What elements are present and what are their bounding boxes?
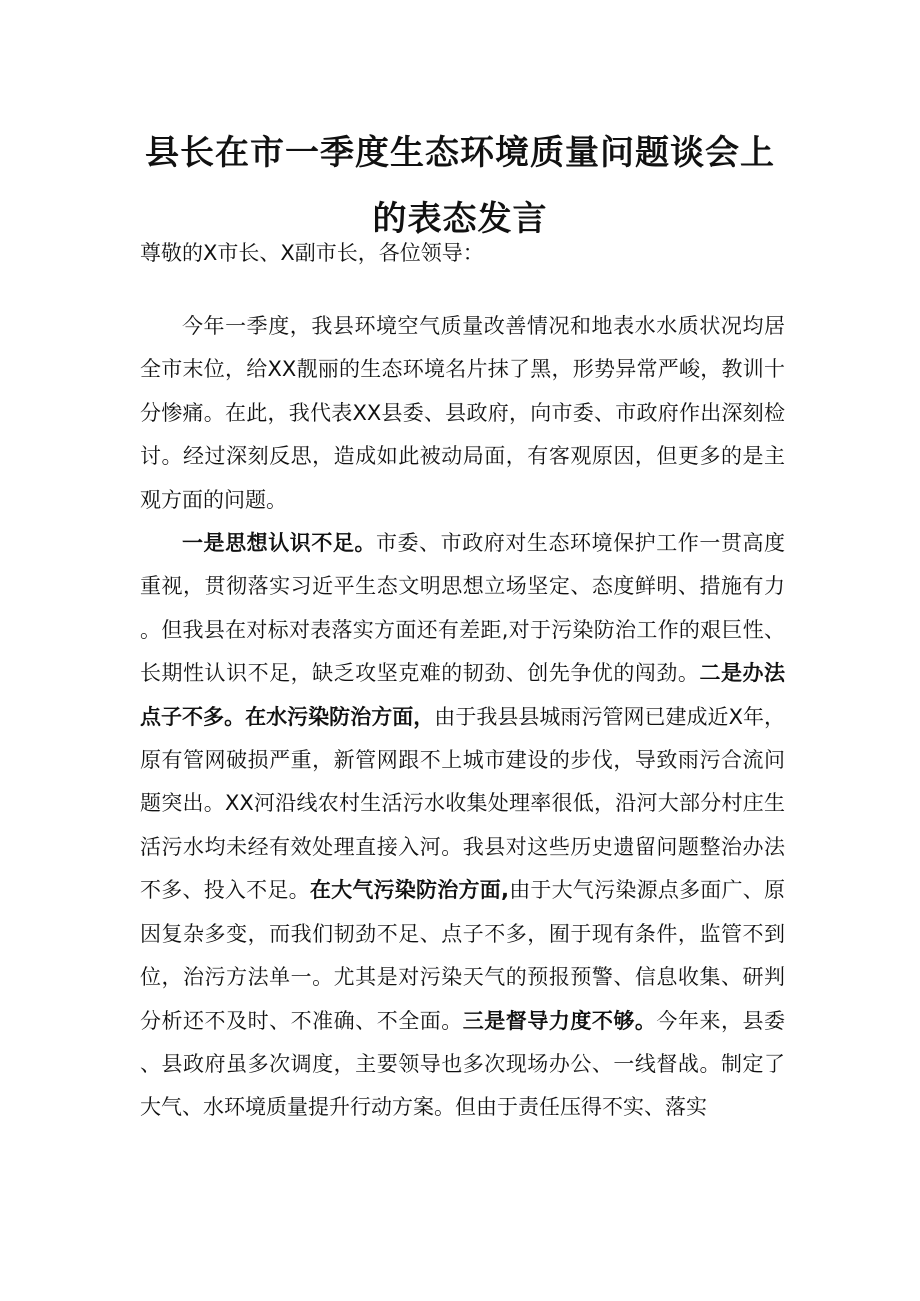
- paragraph-intro: 今年一季度，我县环境空气质量改善情况和地表水水质状况均居全市末位，给XX靓丽的生态环境名片抹了黑，形势异常严峻，教训十分惨痛。在此，我代表XX县委、县政府，向市委、市政府作出深刻检讨。经过深刻反思，造成如此被动局面，有客观原因，但更多的是主观方面的问题。: [140, 314, 785, 512]
- salutation: 尊敬的X市长、X副市长，各位领导：: [140, 241, 484, 265]
- document-body: [140, 305, 785, 1130]
- heading-first-point: 一是思想认识不足。: [182, 531, 376, 556]
- document-title-line-2: 的表态发言: [372, 199, 548, 239]
- heading-third-point: 三是督导力度不够。: [462, 1008, 657, 1033]
- document-title-line-1: 县长在市一季度生态环境质量问题谈会上: [145, 133, 775, 173]
- heading-second-point: 二是办法点子不多。在水污染防治方面，: [140, 661, 786, 729]
- paragraph-problems: [140, 522, 785, 1130]
- text-water-pollution: 由于我县县城雨污管网已建成近X年，原有管网破损严重，新管网跟不上城市建设的步伐，导致雨污合流问题突出。XX河沿线农村生活污水收集处理率很低，沿河大部分村庄生活污水均未经有效处理直接入河。我县对这些历史遗留问题整治办法不多、投入不足。: [140, 704, 786, 903]
- text-first-point: 市委、市政府对生态环境保护工作一贯高度重视，贯彻落实习近平生态文明思想立场坚定、态度鲜明、措施有力。但我县在对标对表落实方面还有差距,对于污染防治工作的艰巨性、长期性认识不足，缺乏攻坚克难的韧劲、创先争优的闯劲。: [140, 531, 785, 686]
- heading-air-pollution: 在大气污染防治方面,: [309, 878, 509, 903]
- text-third-point: 今年来，县委、县政府虽多次调度，主要领导也多次现场办公、一线督战。制定了大气、水环境质量提升行动方案。但由于责任压得不实、落实: [140, 1008, 786, 1120]
- text-air-pollution: 由于大气污染源点多面广、原因复杂多变，而我们韧劲不足、点子不多，囿于现有条件，监管不到位，治污方法单一。尤其是对污染天气的预报预警、信息收集、研判分析还不及时、不准确、不全面。: [140, 878, 786, 1033]
